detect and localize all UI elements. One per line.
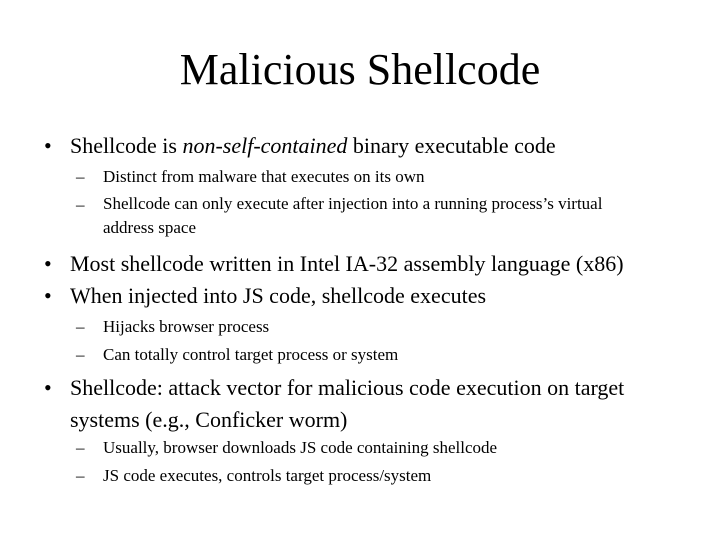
bullet-marker: • [44, 283, 52, 308]
bullet-item [44, 372, 694, 436]
bullet-item [44, 248, 704, 280]
bullet-item [44, 130, 704, 162]
sub-bullet-marker: – [76, 195, 85, 214]
sub-bullet-item [76, 192, 646, 240]
bullet-text: Shellcode: attack vector for malicious code execution on target systems (e.g., Conficker worm) [70, 375, 625, 432]
bullet-marker: • [44, 251, 52, 276]
bullet-marker: • [44, 375, 52, 400]
bullet-text-post: binary executable code [347, 133, 556, 158]
bullet-text-emphasis: non-self-contained [182, 133, 348, 158]
sub-bullet-text: Distinct from malware that executes on its own [103, 167, 425, 186]
sub-bullet-marker: – [76, 438, 85, 457]
sub-bullet-marker: – [76, 167, 85, 186]
sub-bullet-text: Usually, browser downloads JS code containing shellcode [103, 438, 498, 457]
sub-bullet-text: Can totally control target process or system [103, 345, 399, 364]
bullet-text: When injected into JS code, shellcode executes [70, 283, 487, 308]
sub-bullet-marker: – [76, 317, 85, 336]
bullet-marker: • [44, 133, 52, 158]
sub-bullet-marker: – [76, 345, 85, 364]
sub-bullet-item [76, 314, 686, 340]
bullet-text [70, 130, 704, 162]
sub-bullet-item [76, 463, 686, 489]
slide-title: Malicious Shellcode [179, 45, 541, 94]
sub-bullet-text: Hijacks browser process [103, 317, 270, 336]
sub-bullet-marker: – [76, 466, 85, 485]
bullet-text: Most shellcode written in Intel IA-32 assembly language (x86) [70, 251, 624, 276]
sub-bullet-item [76, 342, 686, 368]
sub-bullet-item [76, 164, 686, 190]
sub-bullet-item [76, 435, 686, 461]
bullet-item [44, 280, 704, 312]
sub-bullet-text: Shellcode can only execute after injection into a running process’s virtual address space [103, 194, 603, 237]
bullet-text-pre: Shellcode is [70, 133, 183, 158]
sub-bullet-text: JS code executes, controls target process/system [103, 466, 432, 485]
